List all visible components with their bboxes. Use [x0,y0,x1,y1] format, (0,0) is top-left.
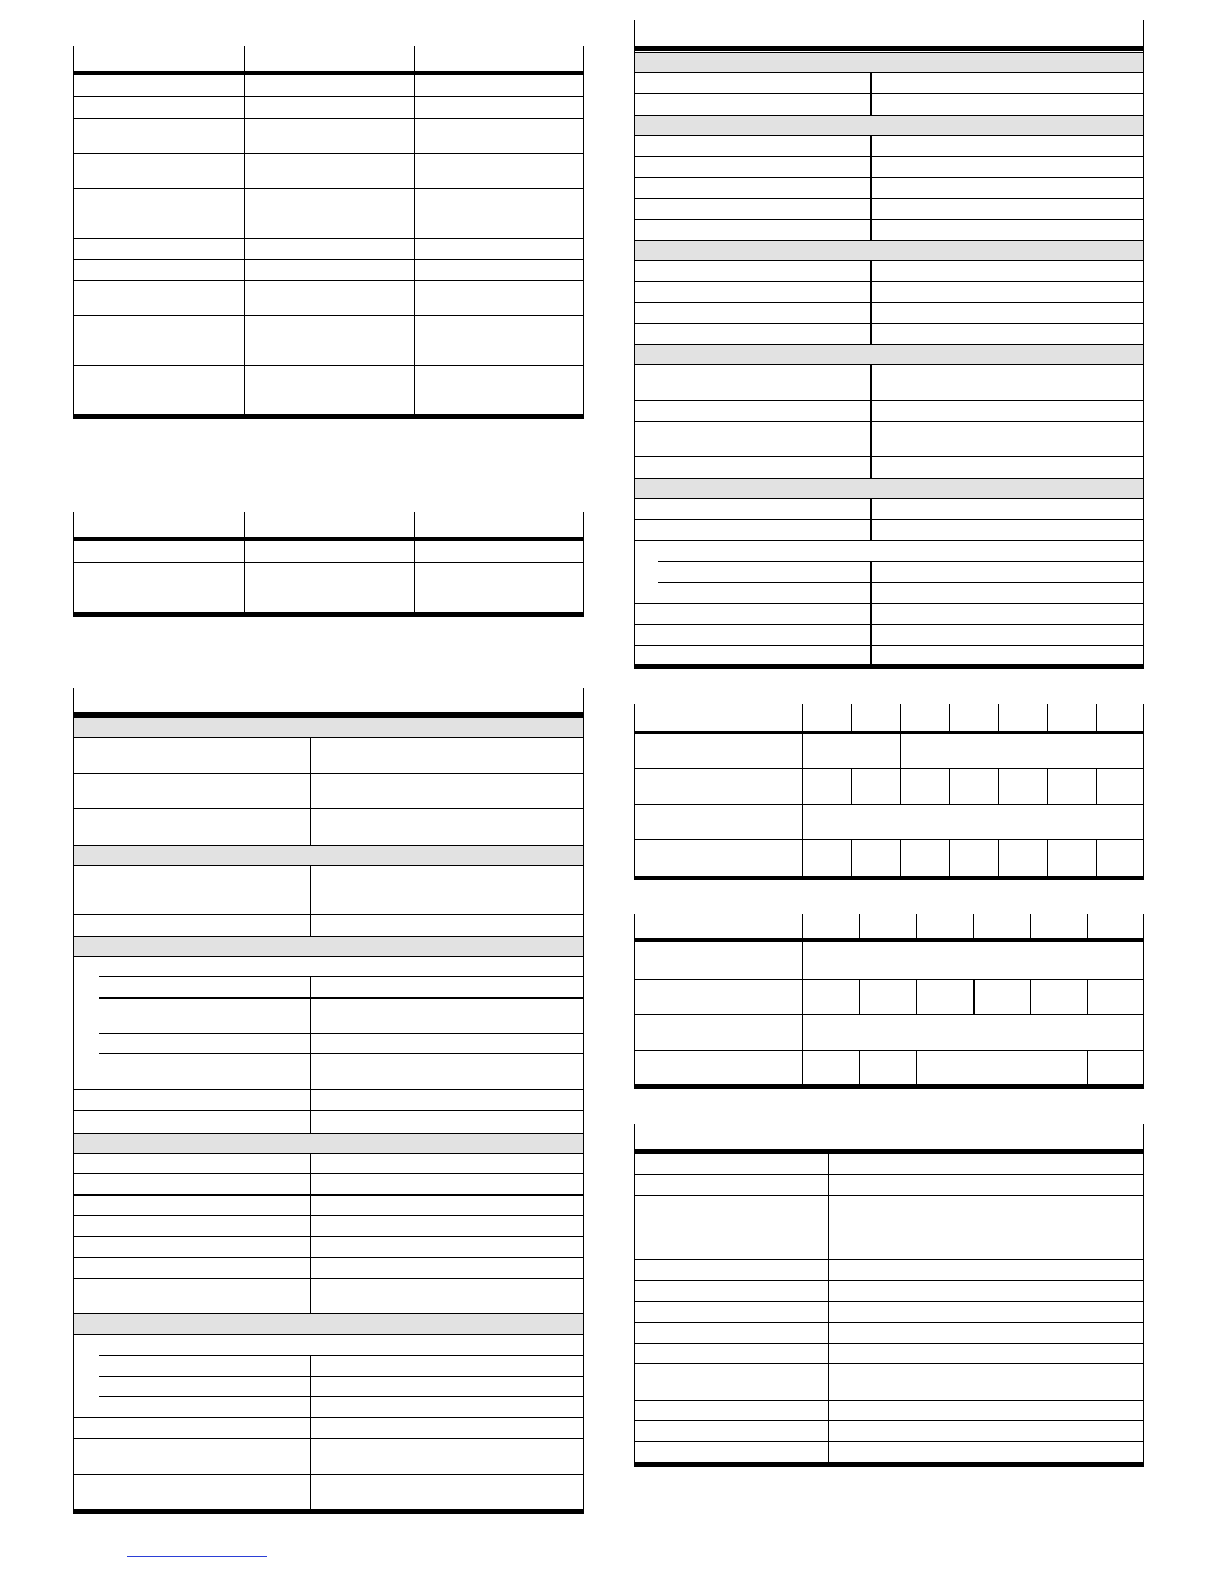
section-band [635,478,1143,498]
section-rule [73,956,584,957]
table-row [634,421,1144,422]
table-row [634,323,1144,324]
column-rule [859,979,860,1014]
section-rule [634,364,1144,365]
column-rule [414,512,415,616]
table-row [634,156,1144,157]
table-row [73,365,584,366]
table-row [73,153,584,154]
header-rule [73,71,584,75]
table-row [634,1400,1144,1401]
column-rule [998,768,999,804]
section-band [74,1313,583,1334]
table-row [634,1343,1144,1344]
column-rule [802,942,803,1089]
bottom-rule [634,1462,1144,1467]
column-rule [802,704,803,733]
table-row [634,1420,1144,1421]
column-rule [1087,979,1088,1014]
table-row [73,808,584,809]
table-row [634,804,1144,805]
table-row [634,839,1144,840]
column-rule [949,768,950,804]
table-row [634,456,1144,457]
table-row [73,118,584,119]
table-row [73,1173,584,1174]
table-row [73,96,584,97]
header-rule [634,1149,1144,1154]
column-rule [916,979,917,1014]
table-row [634,645,1144,646]
table-row [634,519,1144,520]
table-row [73,1110,584,1111]
section-rule [634,260,1144,261]
column-rule [851,768,852,804]
column-rule [583,512,584,616]
table-row [634,400,1144,401]
table-row [73,1438,584,1439]
table-row [73,562,584,563]
table-row [634,979,1144,980]
indented-row [99,1033,584,1034]
table-row [73,238,584,239]
column-rule [1047,704,1048,733]
footnote-link-underline [127,1556,267,1557]
column-rule [1047,768,1048,804]
table-row [634,1363,1144,1364]
table-row [73,188,584,189]
table-row [634,219,1144,220]
table-row [634,1050,1144,1051]
table-row [73,773,584,774]
table-row [634,1259,1144,1260]
section-band [635,344,1143,364]
column-rule [583,46,584,418]
column-rule [802,768,803,804]
section-rule [634,135,1144,136]
bottom-rule [73,1509,584,1514]
column-rule [1087,914,1088,940]
indented-row [658,561,1144,562]
section-rule [634,478,1144,479]
table-row [73,1417,584,1418]
section-band [74,845,583,865]
section-rule [634,52,1144,53]
column-rule [1047,839,1048,880]
table-row [73,1257,584,1258]
column-rule [73,512,74,616]
section-rule [634,344,1144,345]
table-row [73,280,584,281]
column-rule [1096,839,1097,880]
table-row [634,540,1144,541]
section-band [74,936,583,956]
column-rule [900,768,901,804]
section-band [74,717,583,737]
column-rule [870,135,872,240]
section-rule [634,240,1144,241]
section-band [635,115,1143,135]
table-row [73,1089,584,1090]
column-rule [998,839,999,880]
header-rule [634,938,1144,942]
table-row [634,281,1144,282]
section-rule [73,1313,584,1314]
column-rule [916,914,917,940]
section-rule [73,865,584,866]
table-row [73,259,584,260]
column-rule [900,839,901,880]
indented-row [658,582,1144,583]
table-row [634,603,1144,604]
section-rule [73,717,584,718]
column-rule [973,979,975,1014]
column-rule [949,839,950,880]
column-rule [73,46,74,418]
column-rule [998,704,999,733]
column-rule [828,1154,829,1464]
section-band [74,1133,583,1153]
table-row [634,177,1144,178]
column-rule [1096,768,1097,804]
section-rule [73,1133,584,1134]
bottom-rule [634,1084,1144,1089]
column-rule [244,512,245,616]
section-band [635,240,1143,260]
column-rule [851,839,852,880]
table-row [634,1014,1144,1015]
bottom-rule [73,612,584,617]
column-rule [870,561,872,666]
table-row [73,914,584,915]
table-row [634,1322,1144,1323]
column-rule [973,914,974,940]
column-rule [583,688,584,1514]
column-rule [1030,979,1031,1014]
table-row [73,1474,584,1475]
column-rule [859,914,860,940]
indented-row [99,976,584,977]
indented-row [99,997,584,999]
section-rule [634,115,1144,116]
header-rule [73,537,584,541]
bottom-rule [73,414,584,419]
header-rule [634,46,1144,51]
bottom-rule [634,664,1144,669]
column-rule [414,46,415,418]
table-row [634,93,1144,94]
column-rule [802,839,803,880]
table-row [73,1236,584,1237]
column-rule [851,704,852,733]
table-row [634,768,1144,769]
column-rule [1143,1124,1144,1467]
section-rule [73,737,584,738]
indented-row [99,1053,584,1054]
column-rule [310,737,311,845]
section-rule [73,1153,584,1154]
column-rule [244,46,245,418]
section-rule [73,1334,584,1335]
table-row [634,624,1144,625]
column-rule [73,688,74,1514]
section-rule [73,845,584,846]
column-rule [310,1153,311,1313]
section-band [635,52,1143,72]
table-row [634,302,1144,303]
indented-row [99,1396,584,1397]
table-row [634,1301,1144,1302]
column-rule [900,704,901,733]
column-rule [900,733,901,768]
bottom-rule [634,876,1144,880]
column-rule [634,1124,635,1467]
table-row [73,1194,584,1196]
column-rule [310,1355,311,1510]
table-row [634,1280,1144,1281]
header-rule [634,731,1144,734]
indented-row [99,1355,584,1356]
column-rule [949,704,950,733]
table-row [634,198,1144,199]
column-rule [1096,704,1097,733]
table-row [634,1441,1144,1442]
indented-row [99,1376,584,1377]
table-row [73,315,584,316]
table-row [634,1195,1144,1196]
section-rule [634,498,1144,499]
column-rule [310,865,311,936]
table-row [73,1278,584,1279]
table-row [73,1215,584,1216]
section-rule [73,936,584,937]
table-row [634,1174,1144,1175]
column-rule [1030,914,1031,940]
column-rule [802,914,803,940]
column-rule [802,979,803,1014]
section-rule [634,72,1144,73]
